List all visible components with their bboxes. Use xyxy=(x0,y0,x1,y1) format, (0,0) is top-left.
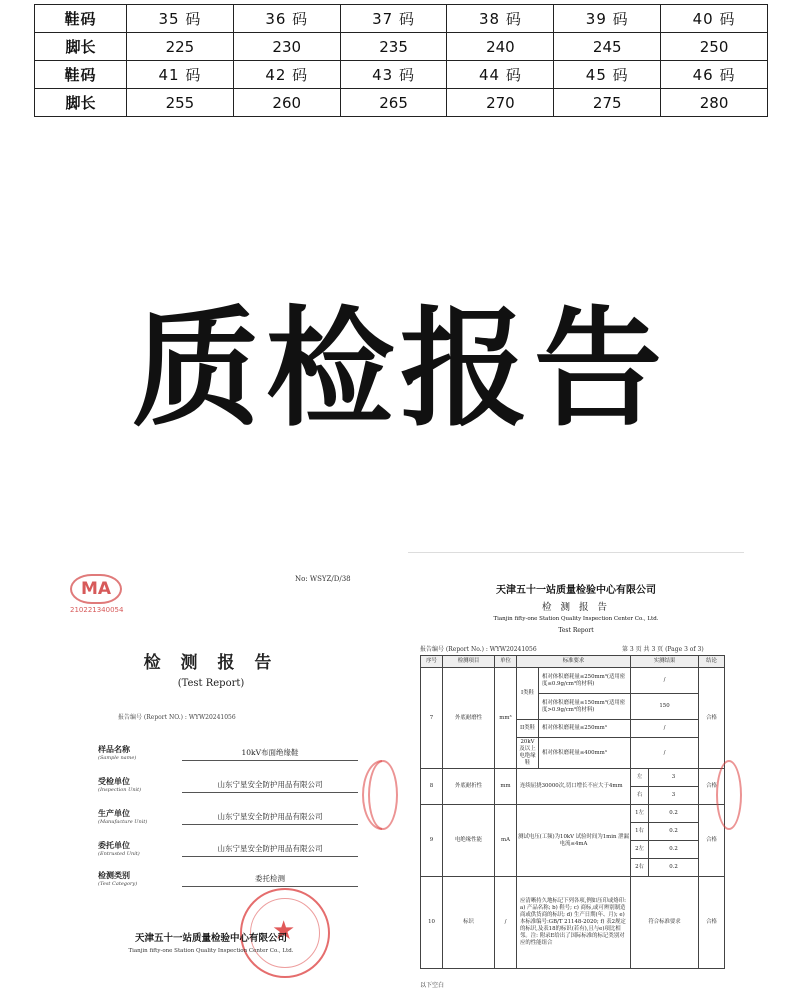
results-table xyxy=(420,655,725,969)
edge-seal xyxy=(368,760,398,830)
length-cell: 270 xyxy=(447,89,554,117)
size-cell: 35 码 xyxy=(127,5,234,33)
table-header-row xyxy=(421,656,725,668)
size-cell: 43 码 xyxy=(340,61,447,89)
report-subtitle: Test Report xyxy=(558,627,594,634)
report-number: 报告编号 (Report No.) : WYW20241056 xyxy=(420,646,537,653)
length-cell: 275 xyxy=(554,89,661,117)
header-cell: 实测结果 xyxy=(631,656,699,668)
conclusion: 合格 xyxy=(699,805,725,877)
size-cell: 40 码 xyxy=(661,5,768,33)
field-sublabel: (Manufacture Unit) xyxy=(98,819,148,825)
table-row xyxy=(35,5,768,33)
sample-label: 2左 xyxy=(631,841,649,859)
field-manufacture-unit xyxy=(98,808,358,834)
organization-name: 天津五十一站质量检验中心有限公司 xyxy=(134,933,287,944)
category: II类鞋 xyxy=(517,720,539,738)
length-cell: 260 xyxy=(233,89,340,117)
size-cell: 44 码 xyxy=(447,61,554,89)
result: 0.2 xyxy=(649,841,699,859)
field-label: 样品名称 xyxy=(98,744,130,754)
row-label: 鞋码 xyxy=(35,5,127,33)
header-cell: 序号 xyxy=(421,656,443,668)
header-cell: 结论 xyxy=(699,656,725,668)
length-cell: 265 xyxy=(340,89,447,117)
header-cell: 单位 xyxy=(495,656,517,668)
table-row xyxy=(421,668,725,694)
table-row xyxy=(421,805,725,823)
conclusion: 合格 xyxy=(699,769,725,805)
field-label: 生产单位 xyxy=(98,808,130,818)
result: 3 xyxy=(649,769,699,787)
table-row xyxy=(421,769,725,787)
field-sublabel: (Entrusted Unit) xyxy=(98,851,140,857)
field-test-category xyxy=(98,870,358,896)
sample-label: 右 xyxy=(631,787,649,805)
report-cover-page xyxy=(40,548,382,994)
requirement: 应清晰持久地标记下列各项,例如压印或烙印: a) 产品名称; b) 鞋号; c) 商标,或可辨别制造商或供货商的标识; d) 生产日期(年、月); e) 本标准编号:GB/T 21148-2020; f) 表2规定的标识,及表18的标识(若有),且与e)项比相邻。注: 附录E给出了国际标准的标记类别对应的性能组合 xyxy=(517,877,631,969)
conclusion: 合格 xyxy=(699,668,725,769)
result: / xyxy=(631,720,699,738)
length-cell: 235 xyxy=(340,33,447,61)
length-cell: 280 xyxy=(661,89,768,117)
size-cell: 45 码 xyxy=(554,61,661,89)
field-label: 检测类别 xyxy=(98,870,130,880)
category: I类鞋 xyxy=(517,668,539,720)
report-results-page xyxy=(408,552,744,992)
requirement: 连续屈挠30000次,切口增长不应大于4mm xyxy=(517,769,631,805)
row-number: 10 xyxy=(421,877,443,969)
field-label: 受检单位 xyxy=(98,776,130,786)
document-code: No: WSYZ/D/38 xyxy=(295,575,351,583)
field-sublabel: (Inspection Unit) xyxy=(98,787,142,793)
category: 20kV及以上电绝缘鞋 xyxy=(517,738,539,769)
report-title: 检 测 报 告 xyxy=(541,602,611,613)
row-number: 9 xyxy=(421,805,443,877)
test-item: 电绝缘性能 xyxy=(443,805,495,877)
size-cell: 42 码 xyxy=(233,61,340,89)
size-cell: 39 码 xyxy=(554,5,661,33)
length-cell: 250 xyxy=(661,33,768,61)
field-label: 委托单位 xyxy=(98,840,130,850)
field-value: 委托检测 xyxy=(255,874,285,883)
unit: mm xyxy=(495,769,517,805)
field-value: 山东宁星安全防护用品有限公司 xyxy=(217,844,323,853)
unit: / xyxy=(495,877,517,969)
table-row xyxy=(35,33,768,61)
row-number: 7 xyxy=(421,668,443,769)
unit: mm³ xyxy=(495,668,517,769)
table-row xyxy=(35,89,768,117)
header-cell: 检测项目 xyxy=(443,656,495,668)
seal-star-icon: ★ xyxy=(272,916,296,946)
length-cell: 245 xyxy=(554,33,661,61)
length-cell: 255 xyxy=(127,89,234,117)
sample-label: 1右 xyxy=(631,823,649,841)
row-number: 8 xyxy=(421,769,443,805)
result: 符合标准要求 xyxy=(631,877,699,969)
section-title: 质检报告 xyxy=(131,295,668,444)
size-cell: 38 码 xyxy=(447,5,554,33)
test-item: 标识 xyxy=(443,877,495,969)
result: 0.2 xyxy=(649,859,699,877)
sample-label: 2右 xyxy=(631,859,649,877)
organization-name-en: Tianjin fifty-one Station Quality Inspection Center Co., Ltd. xyxy=(493,616,659,622)
field-underline xyxy=(182,856,358,857)
result: / xyxy=(631,668,699,694)
result: 0.2 xyxy=(649,805,699,823)
size-cell: 46 码 xyxy=(661,61,768,89)
report-subtitle: (Test Report) xyxy=(177,678,245,689)
requirement: 相对体积磨耗量≤250mm³(适用密度≤0.9g/cm³的材料) xyxy=(539,668,631,694)
length-cell: 240 xyxy=(447,33,554,61)
field-sample-name xyxy=(98,744,358,770)
field-value: 10kV布面绝缘鞋 xyxy=(241,748,299,757)
requirement: 相对体积磨耗量≤400mm³ xyxy=(539,738,631,769)
organization-name-en: Tianjin fifty-one Station Quality Inspection Center Co., Ltd. xyxy=(128,948,294,954)
test-item: 外底耐磨性 xyxy=(443,668,495,769)
length-cell: 230 xyxy=(233,33,340,61)
field-underline xyxy=(182,760,358,761)
header-cell: 标准要求 xyxy=(517,656,631,668)
row-label: 脚长 xyxy=(35,89,127,117)
organization-name: 天津五十一站质量检验中心有限公司 xyxy=(496,585,656,596)
field-sublabel: (Sample name) xyxy=(98,755,137,761)
size-cell: 36 码 xyxy=(233,5,340,33)
sample-label: 左 xyxy=(631,769,649,787)
field-entrusted-unit xyxy=(98,840,358,866)
result: 3 xyxy=(649,787,699,805)
row-label: 鞋码 xyxy=(35,61,127,89)
field-inspection-unit xyxy=(98,776,358,802)
result: 150 xyxy=(631,694,699,720)
sample-label: 1左 xyxy=(631,805,649,823)
field-value: 山东宁星安全防护用品有限公司 xyxy=(217,780,323,789)
size-chart-table xyxy=(34,4,768,117)
cma-number: 210221340054 xyxy=(70,606,124,614)
table-row xyxy=(421,877,725,969)
field-underline xyxy=(182,792,358,793)
length-cell: 225 xyxy=(127,33,234,61)
test-item: 外底耐折性 xyxy=(443,769,495,805)
field-underline xyxy=(182,824,358,825)
field-value: 山东宁星安全防护用品有限公司 xyxy=(217,812,323,821)
size-cell: 41 码 xyxy=(127,61,234,89)
result: 0.2 xyxy=(649,823,699,841)
row-label: 脚长 xyxy=(35,33,127,61)
table-row xyxy=(35,61,768,89)
requirement: 相对体积磨耗量≤250mm³ xyxy=(539,720,631,738)
size-cell: 37 码 xyxy=(340,5,447,33)
unit: mA xyxy=(495,805,517,877)
cma-logo: MA xyxy=(70,574,122,604)
conclusion: 合格 xyxy=(699,877,725,969)
result: / xyxy=(631,738,699,769)
field-sublabel: (Test Category) xyxy=(98,881,138,887)
requirement: 测试电压(工频)为10kV 试验时间为1min 泄漏电流≤4mA xyxy=(517,805,631,877)
field-underline xyxy=(182,886,358,887)
report-number: 报告编号 (Report NO.) : WYW20241056 xyxy=(118,714,236,721)
requirement: 相对体积磨耗量≤150mm³(适用密度>0.9g/cm³的材料) xyxy=(539,694,631,720)
page-info: 第 3 页 共 3 页 (Page 3 of 3) xyxy=(622,646,704,653)
blank-below-note: 以下空白 xyxy=(420,982,445,989)
edge-seal xyxy=(716,760,742,830)
report-title: 检 测 报 告 xyxy=(143,653,279,673)
